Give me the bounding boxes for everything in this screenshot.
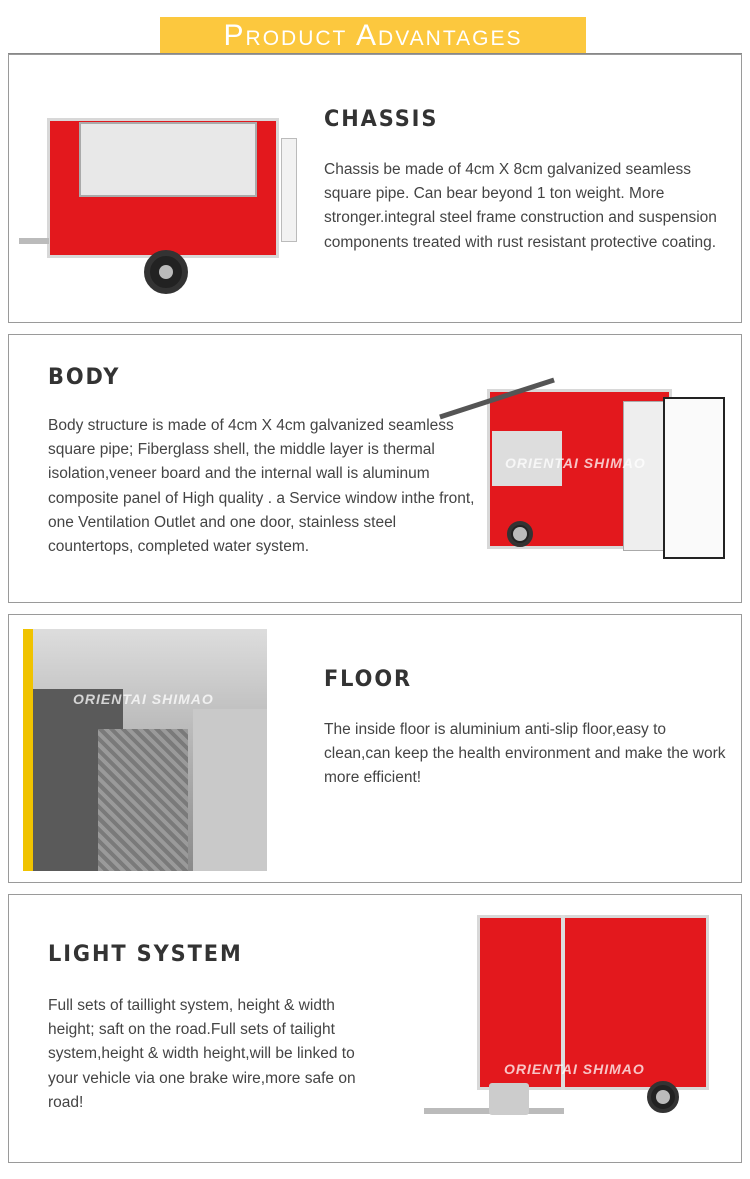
watermark: ORIENTAI SHIMAO (73, 691, 214, 707)
section-header-banner (160, 17, 586, 54)
section-title: FLOOR (324, 667, 412, 692)
floor-interior-image (23, 629, 267, 871)
watermark: ORIENTAI SHIMAO (505, 455, 646, 471)
section-text: Chassis be made of 4cm X 8cm galvanized seamless square pipe. Can bear beyond 1 ton weight. More stronger.integral steel frame construction and suspension components treated with rust resistant protective coating. (324, 161, 717, 251)
section-chassis (8, 54, 742, 323)
chassis-trailer-image (19, 110, 319, 300)
section-title: BODY (48, 365, 121, 390)
section-title: LIGHT SYSTEM (48, 942, 243, 967)
light-system-trailer-image (419, 903, 719, 1141)
section-text: Full sets of taillight system, height & width height; saft on the road.Full sets of tailight system,height & width height,will be linked to your vehicle via one brake wire,more safe on road! (48, 997, 356, 1111)
section-text: The inside floor is aluminium anti-slip floor,easy to clean,can keep the health environment and make the work more efficient! (324, 721, 726, 787)
section-light-system (8, 894, 742, 1163)
header-title: Product Advantages (223, 19, 523, 52)
body-trailer-image (427, 371, 732, 583)
section-body (8, 334, 742, 603)
section-floor (8, 614, 742, 883)
watermark: ORIENTAI SHIMAO (504, 1061, 645, 1077)
section-text: Body structure is made of 4cm X 4cm galvanized seamless square pipe; Fiberglass shell, the middle layer is thermal isolation,veneer board and the internal wall is aluminum composite panel of High quality . a Service window inthe front, one Ventilation Outlet and one door, stainless steel countertops, completed water system. (48, 417, 475, 556)
section-title: CHASSIS (324, 107, 439, 132)
